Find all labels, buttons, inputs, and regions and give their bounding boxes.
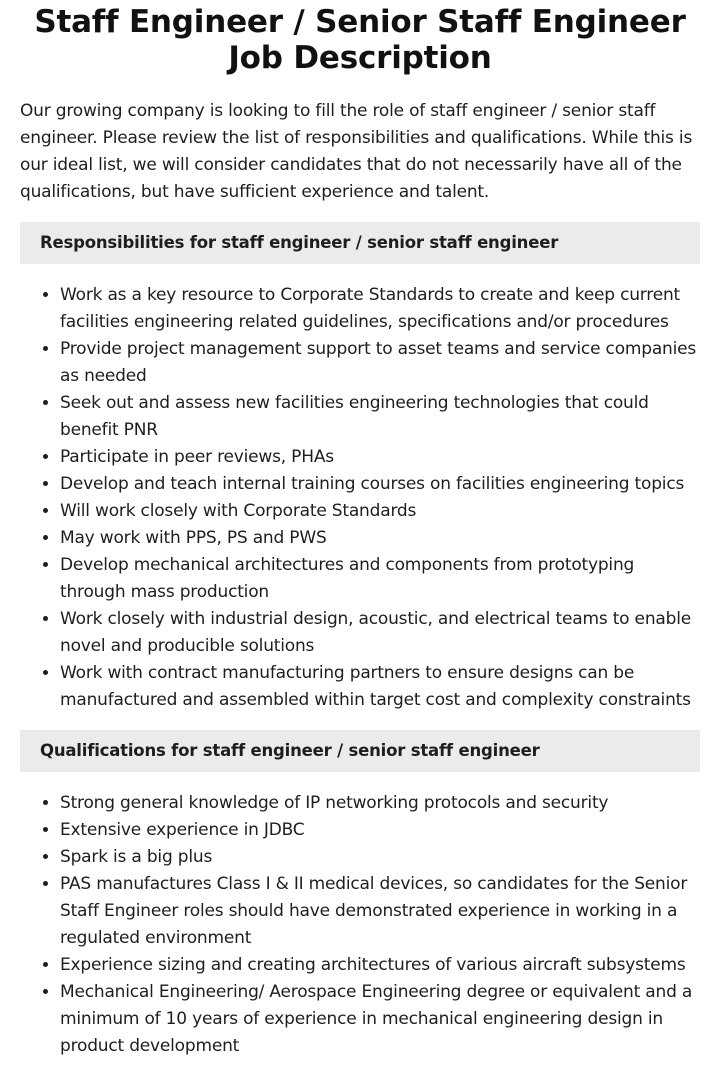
list-item: • Spark is a big plus — [60, 844, 700, 871]
list-item: • Will work closely with Corporate Standards — [60, 498, 700, 525]
qualifications-list — [20, 790, 700, 1060]
list-item: • Extensive experience in JDBC — [60, 817, 700, 844]
page-title: Staff Engineer / Senior Staff Engineer Job Description — [34, 4, 686, 76]
list-item: • Develop mechanical architectures and components from prototyping through mass production — [60, 552, 700, 606]
list-item: • Participate in peer reviews, PHAs — [60, 444, 700, 471]
list-item: • PAS manufactures Class I & II medical devices, so candidates for the Senior Staff Engineer roles should have demonstrated experience in working in a regulated environment — [60, 871, 700, 952]
list-item: • Experience sizing and creating architectures of various aircraft subsystems — [60, 952, 700, 979]
responsibilities-heading: Responsibilities for staff engineer / senior staff engineer — [20, 222, 700, 264]
list-item: • Work with contract manufacturing partners to ensure designs can be manufactured and assembled within target cost and complexity constraints — [60, 660, 700, 714]
list-item: • Seek out and assess new facilities engineering technologies that could benefit PNR — [60, 390, 700, 444]
list-item: • Develop and teach internal training courses on facilities engineering topics — [60, 471, 700, 498]
list-item: • Mechanical Engineering/ Aerospace Engineering degree or equivalent and a minimum of 10 years of experience in mechanical engineering design in product development — [60, 979, 700, 1060]
responsibilities-list — [20, 282, 700, 714]
list-item: • Provide project management support to asset teams and service companies as needed — [60, 336, 700, 390]
list-item: • Work as a key resource to Corporate Standards to create and keep current facilities engineering related guidelines, specifications and/or procedures — [60, 282, 700, 336]
list-item: • May work with PPS, PS and PWS — [60, 525, 700, 552]
intro-paragraph: Our growing company is looking to fill the role of staff engineer / senior staff engineer. Please review the list of responsibilities and qualifications. While this is our ideal list, we will consider candidates that do not necessarily have all of the qualifications, but have sufficient experience and talent. — [20, 101, 693, 202]
list-item: • Work closely with industrial design, acoustic, and electrical teams to enable novel and producible solutions — [60, 606, 700, 660]
list-item: • Strong general knowledge of IP networking protocols and security — [60, 790, 700, 817]
qualifications-heading: Qualifications for staff engineer / senior staff engineer — [20, 730, 700, 772]
